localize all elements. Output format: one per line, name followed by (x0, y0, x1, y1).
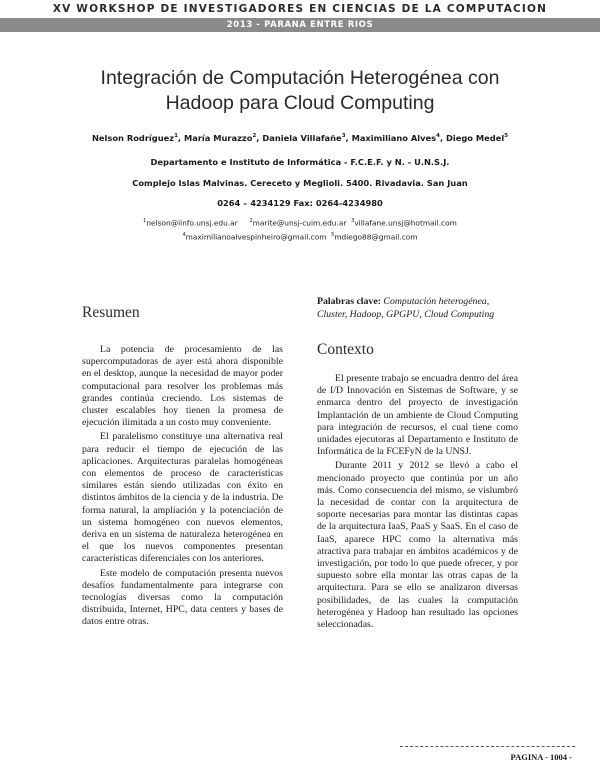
email-link[interactable]: mdiego88@gmail.com (334, 232, 418, 242)
workshop-header: XV WORKSHOP DE INVESTIGADORES EN CIENCIAS DE LA COMPUTACION (0, 0, 600, 18)
paper-title (40, 66, 560, 116)
email-line-2 (60, 232, 540, 241)
email-link[interactable]: nelson@iinfo.unsj.edu.ar (146, 218, 238, 228)
author-sup: 4 (436, 133, 440, 140)
author-name: Daniela Villafañe (262, 133, 342, 143)
title-line-1: Integración de Computación Heterogénea con (100, 67, 500, 89)
email-sup: 2 (249, 218, 253, 224)
author-name: Nelson Rodríguez (91, 133, 175, 143)
right-column (317, 296, 518, 631)
author-sup: 5 (504, 133, 509, 140)
resumen-paragraph: El paralelismo constituye una alternativa real para reducir el tiempo de ejecución de las aplicaciones. Arquitecturas paralelas homogéneas con elementos de proceso de características similares están siendo utilizadas con éxito en distintos ámbitos de la ciencia y de la industria. De forma natural, la ampliación y la potenciación de un sistema homogéneo con nuevos elementos, deriva en un sistema de naturaleza heterogénea en el que los nuevos componentes presentan características diferenciales con los anteriores. (82, 431, 283, 565)
email-sup: 4 (182, 232, 186, 238)
contexto-paragraph: Durante 2011 y 2012 se llevó a cabo el mencionado proyecto que continúa por un año más. Como consecuencia del mismo, se vislumbró la necesidad de contar con la arquitectura de soporte necesarias para montar las distintas capas de la arquitectura IaaS, PaaS y SaaS. En el caso de IaaS, aparece HPC como la alternativa más atractiva para trabajar en ámbitos académicos y de investigación, por todo lo que puede ofrecer, y por supuesto sobre ella montar las otras capas de la arquitectura. Para se ello se analizaron diversas posibilidades, de las cuales la computación heterogénea y Hadoop han resultado las opciones seleccionadas. (317, 460, 518, 631)
author-name: Maximiliano Alves (351, 133, 437, 143)
contexto-paragraph: El presente trabajo se encuadra dentro del área de I/D Innovación en Sistemas de Software, y se enmarca dentro del proyecto de investigación Implantación de un ambiente de Cloud Computing para integración de recursos, el cual tiene como unidades ejecutoras al Departamento e Instituto de Informática de la FCEFyN de la UNSJ. (317, 373, 518, 458)
email-link[interactable]: villafane.unsj@hotmail.com (354, 218, 457, 228)
affiliation-phone: 0264 – 4234129 Fax: 0264-4234980 (217, 198, 383, 208)
keywords (317, 296, 518, 321)
footer-rule (400, 746, 575, 747)
author-sup: 3 (341, 133, 346, 140)
author-name: Diego Medel (446, 133, 505, 143)
email-link[interactable]: marite@unsj-cuim.edu.ar (252, 218, 347, 228)
author-list: Nelson Rodríguez$^1$, María Murazzo$^2$, Daniela Villafañe$^3$, Maximiliano Alves$^4$, Diego Medel$^5$ (91, 133, 509, 143)
email-sup: 3 (351, 218, 355, 224)
left-column (82, 296, 283, 629)
email-link[interactable]: maximilianoalvespinheiro@gmail.com (185, 232, 327, 242)
email-line-1 (60, 218, 540, 227)
email-sup: 5 (331, 232, 335, 238)
email-sup: 1 (143, 218, 147, 224)
author-sup: 2 (252, 133, 257, 140)
edition-band: 2013 - PARANA ENTRE RIOS (0, 18, 600, 32)
title-line-2: Hadoop para Cloud Computing (165, 92, 435, 114)
author-name: María Murazzo (183, 133, 253, 143)
section-title-resumen: Resumen (82, 304, 140, 321)
affiliation-address: Complejo Islas Malvinas. Cereceto y Meglioli. 5400. Rivadavia. San Juan (132, 178, 468, 188)
keywords-label: Palabras clave: (317, 296, 381, 307)
resumen-paragraph: La potencia de procesamiento de las supercomputadoras de ayer está ahora disponible en el desktop, aunque la necesidad de mayor poder computacional para resolver los problemas más grandes continúa creciendo. Los sistemas de cluster escalables hoy tienen la promesa de ejecución ilimitada a un costo muy conveniente. (82, 344, 283, 429)
section-title-contexto: Contexto (317, 341, 374, 358)
keywords-text: Computación heterogénea, Cluster, Hadoop, GPGPU, Cloud Computing (317, 296, 495, 320)
resumen-paragraph: Este modelo de computación presenta nuevos desafíos fundamentalmente para integrarse con tecnologías diversas como la computación distribuida, Internet, HPC, data centers y bases de datos entre otras. (82, 567, 283, 628)
affiliation-department: Departamento e Instituto de Informática - F.C.E.F. y N. - U.N.S.J. (150, 157, 450, 167)
page-number: PAGINA - 1004 - (510, 752, 572, 762)
author-sup: 1 (174, 133, 178, 140)
